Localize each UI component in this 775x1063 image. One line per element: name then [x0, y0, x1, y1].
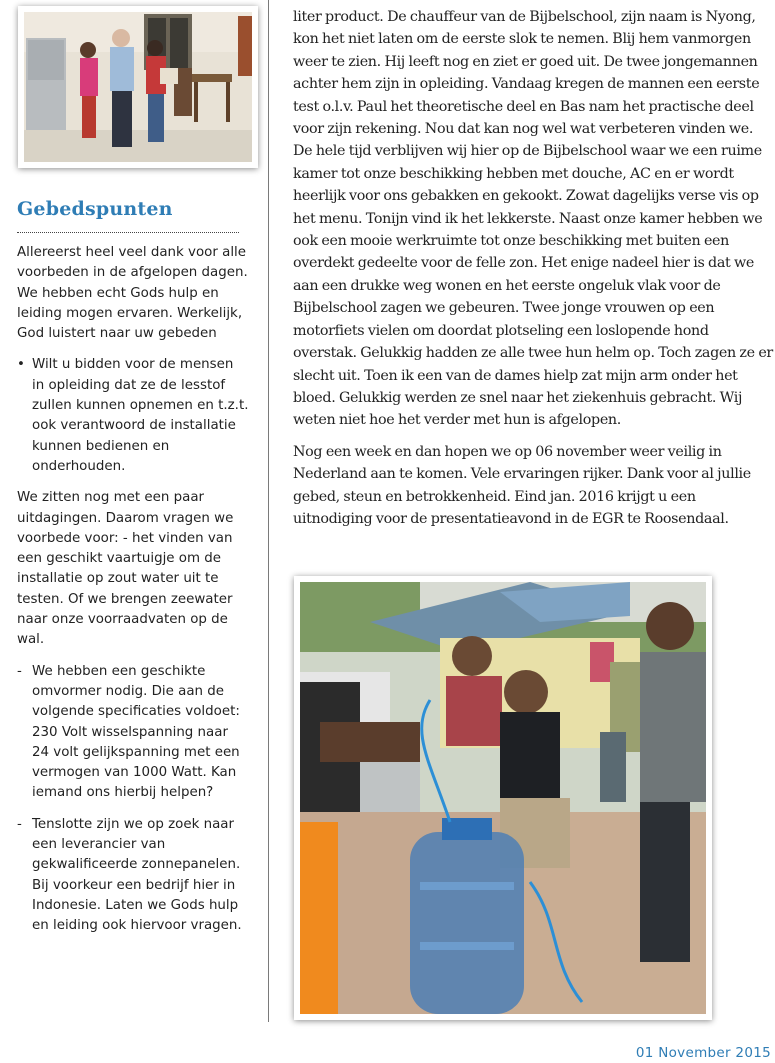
bullet-item-text: Wilt u bidden voor de mensen in opleiding dat ze de lesstof zullen kunnen opnemen en t.z.t. ook verantwoord de installatie kunnen bedienen en onderhouden.: [32, 357, 249, 474]
dash-item-text: We hebben een geschikte omvormer nodig. Die aan de volgende specificaties voldoet: 230 Volt wisselspanning naar 24 volt gelijkspanning met een vermogen van 1000 Watt. Kan iemand ons hierbij helpen?: [32, 663, 240, 801]
column-divider: [268, 0, 269, 1022]
photo-water-test: [294, 576, 712, 1020]
dash-item-text: Tenslotte zijn we op zoek naar een leverancier van gekwalificeerde zonnepanelen. Bij voorkeur een bedrijf hier in Indonesie. Laten we Gods hulp en leiding ook hiervoor vragen.: [32, 816, 242, 934]
prayer-points: [17, 243, 249, 948]
bullet-marker: •: [17, 357, 25, 373]
intro-paragraph: Allereerst heel veel dank voor alle voorbeden in de afgelopen dagen. We hebben echt Gods hulp en leiding mogen ervaren. Werkelijk, God luistert naar uw gebeden: [17, 245, 248, 342]
left-column: [0, 0, 258, 1020]
dash-marker: -: [17, 816, 22, 832]
footer-date: 01 November 2015: [635, 1045, 771, 1061]
dash-item: [17, 662, 249, 804]
challenges-paragraph: We zitten nog met een paar uitdagingen. Daarom vragen we voorbede voor: - het vinden van een geschikt vaartuigje om de installatie op zout water uit te testen. Of we brengen zeewater naar onze voorraadvaten op de wal.: [17, 490, 234, 648]
dotted-divider: [17, 232, 239, 233]
photo-group-indoor: [18, 6, 258, 168]
bullet-item: [17, 355, 249, 477]
dash-marker: -: [17, 663, 22, 679]
article-paragraph: Nog een week en dan hopen we op 06 november weer veilig in Nederland aan te komen. Vele ervaringen rijker. Dank voor al jullie gebed, steun en betrokkenheid. Eind jan. 2016 krijgt u een uitnodiging voor de presentatieavond in de EGR te Roosendaal.: [293, 443, 751, 527]
dash-item: [17, 815, 249, 937]
water-test-photo-image: [300, 582, 706, 1014]
article-body: [293, 6, 775, 539]
section-heading-gebedspunten: Gebedspunten: [17, 198, 173, 220]
group-photo-image: [24, 12, 252, 162]
article-paragraph: liter product. De chauffeur van de Bijbelschool, zijn naam is Nyong, kon het niet laten om de eerste slok te nemen. Blij hem vanmorgen weer te zien. Hij leeft nog en ziet er goed uit. De twee jongemannen achter hem zijn in opleiding. Vandaag kregen de mannen een eerste test o.l.v. Paul het theoretische deel en Bas nam het practische deel voor zijn rekening. Nou dat kan nog wel wat verbeteren vinden we. De hele tijd verblijven wij hier op de Bijbelschool waar we een ruime kamer tot onze beschikking hebben met douche, AC en er wordt heerlijk voor ons gebakken en gekookt. Zowat dagelijks verse vis op het menu. Tonijn vind ik het lekkerste. Naast onze kamer hebben we ook een mooie werkruimte tot onze beschikking met buiten een overdekt gedeelte voor de felle zon. Het enige nadeel hier is dat we aan een drukke weg wonen en het eerste ongeluk vlak voor de Bijbelschool zagen we gebeuren. Twee jonge vrouwen op een motorfiets vielen om doordat plotseling een loslopende hond overstak. Gelukkig hadden ze alle twee hun helm op. Toch zagen ze er slecht uit. Toen ik een van de dames hielp zat mijn arm onder het bloed. Gelukkig werden ze snel naar het ziekenhuis gebracht. Wij weten niet hoe het verder met hun is afgelopen.: [293, 9, 773, 429]
